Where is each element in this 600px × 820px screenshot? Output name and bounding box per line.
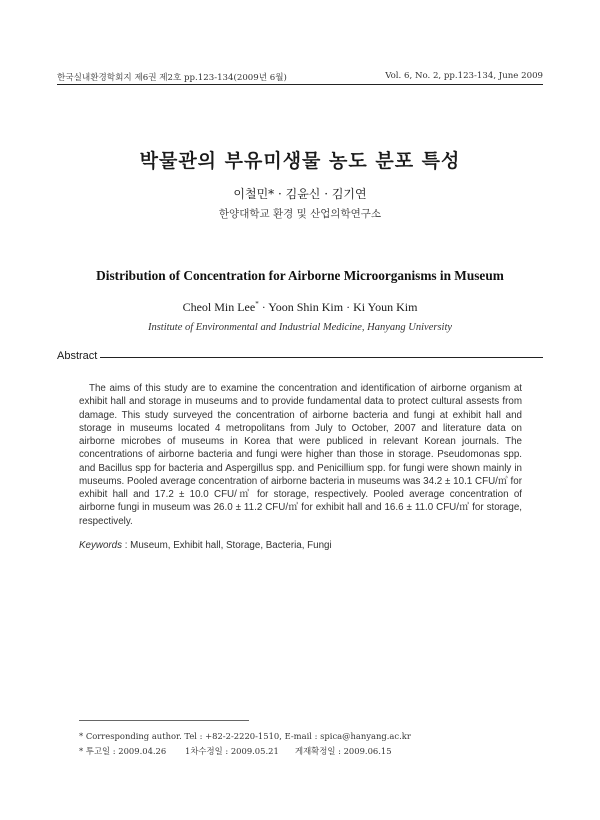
other-authors: · Yoon Shin Kim · Ki Youn Kim xyxy=(261,300,418,314)
journal-header-english: Vol. 6, No. 2, pp.123-134, June 2009 xyxy=(385,71,543,81)
journal-header-korean: 한국실내환경학회지 제6권 제2호 pp.123-134(2009년 6월) xyxy=(57,73,287,83)
header-rule xyxy=(57,84,543,85)
revised-date: 1차수정일 : 2009.05.21 xyxy=(185,746,279,756)
received-date: * 투고일 : 2009.04.26 xyxy=(79,746,167,756)
corresponding-mark: * xyxy=(255,300,259,308)
korean-affiliation: 한양대학교 환경 및 산업의학연구소 xyxy=(218,208,382,220)
korean-authors: 이철민* · 김윤신 · 김기연 xyxy=(233,187,367,201)
abstract-rule xyxy=(100,357,543,358)
english-affiliation: Institute of Environmental and Industrial Medicine, Hanyang University xyxy=(147,322,453,333)
footnote-dates xyxy=(79,745,392,757)
korean-title: 박물관의 부유미생물 농도 분포 특성 xyxy=(139,150,461,172)
english-title: Distribution of Concentration for Airborne Microorganisms in Museum xyxy=(96,268,504,283)
keywords-list: : Museum, Exhibit hall, Storage, Bacteria, Fungi xyxy=(122,540,332,551)
keywords-label: Keywords xyxy=(79,540,123,551)
footnote-corresponding-author: * Corresponding author. Tel : +82-2-2220-1510, E-mail : spica@hanyang.ac.kr xyxy=(79,731,411,741)
keywords xyxy=(79,540,332,551)
abstract-label: Abstract xyxy=(57,350,98,362)
footnote-rule xyxy=(79,720,249,721)
author-lee: Cheol Min Lee xyxy=(182,300,256,314)
abstract-text: The aims of this study are to examine the concentration and identification of airborne organism at exhibit hall and storage in museums and to provide fundamental data to protect cultural assests from damage. This study surveyed the concentration of airborne bacteria and fungi at exhibit hall and storage in museums located 4 metropolitans from July to October, 2007 and literature data on airborne microbes of museums in Korea that were publiced in relevant Korean journals. The concentrations of airborne bacteria and fungi were higher than those in storage. Pseudomonas spp. and Bacillus spp for bacteria and Aspergillus spp. and Penicillium spp. for fungi were shown mainly in museums. Pooled average concentration of airborne bacteria in museums was 34.2 ± 10.1 CFU/㎥ for exhibit hall and 17.2 ± 10.0 CFU/㎥ for storage, respectively. Pooled average concentration of airborne fungi in museum was 26.0 ± 11.2 CFU/㎥ for exhibit hall and 16.6 ± 11.0 CFU/㎥ for storage, respectively. xyxy=(79,383,522,527)
accepted-date: 게재확정일 : 2009.06.15 xyxy=(295,746,392,756)
abstract-heading xyxy=(57,350,543,362)
english-authors xyxy=(0,300,600,315)
